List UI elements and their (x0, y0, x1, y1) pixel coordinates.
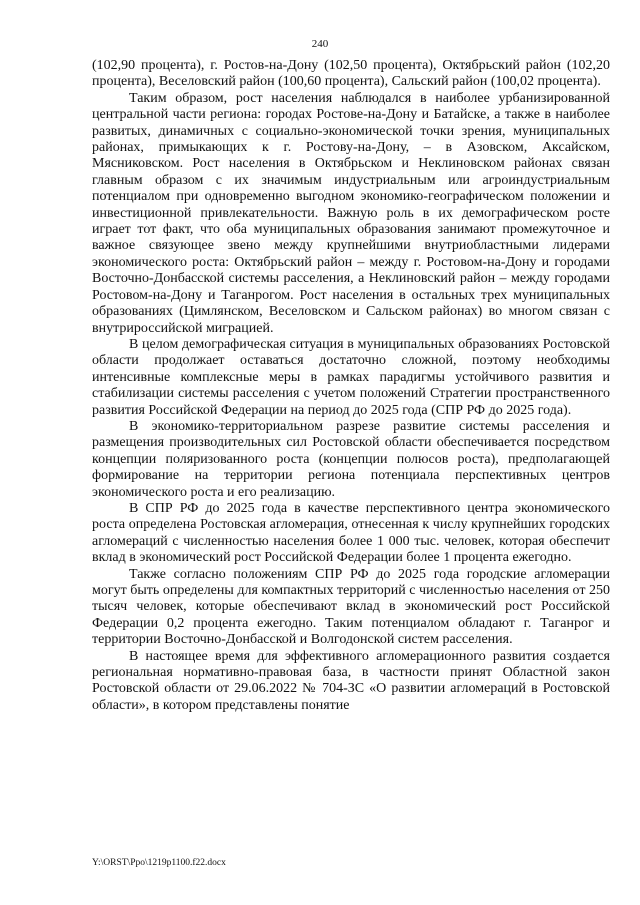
footer-file-path: Y:\ORST\Ppo\1219p1100.f22.docx (92, 858, 226, 868)
paragraph-demographic-situation: В целом демографическая ситуация в муниципальных образованиях Ростовской области продолжает оставаться достаточно сложной, поэтому необходимы интенсивные комплексные меры в рамках парадигмы устойчивого развития и стабилизации системы расселения с учетом положений Стратегии пространственного развития Российской Федерации на период до 2025 года (СПР РФ до 2025 года). (92, 336, 610, 418)
paragraph-polarized-growth: В экономико-территориальном разрезе развитие системы расселения и размещения производительных сил Ростовской области обеспечивается посредством концепции поляризованного роста (концепции полюсов роста), предполагающей формирование на территории региона потенциала перспективных центров экономического роста и его реализацию. (92, 418, 610, 500)
paragraph-regulatory-base: В настоящее время для эффективного агломерационного развития создается региональная нормативно-правовая база, в частности принят Областной закон Ростовской области от 29.06.2022 № 704-ЗС «О развитии агломераций в Ростовской области», в котором представлены понятие (92, 648, 610, 713)
page-number: 240 (311, 38, 329, 50)
paragraph-urban-agglomerations: Также согласно положениям СПР РФ до 2025 года городские агломерации могут быть определены для компактных территорий с численностью населения от 250 тысяч человек, которые обеспечивают вклад в экономический рост Российской Федерации 0,2 процента ежегодно. Таким потенциалом обладают г. Таганрог и территории Восточно-Донбасской и Волгодонской систем расселения. (92, 566, 610, 648)
paragraph-rostov-agglomeration: В СПР РФ до 2025 года в качестве перспективного центра экономического роста определена Ростовская агломерация, отнесенная к числу крупнейших городских агломераций с численностью населения более 1 000 тыс. человек, которая обеспечит вклад в экономический рост Российской Федерации более 1 процента ежегодно. (92, 500, 610, 566)
paragraph-population-growth: Таким образом, рост населения наблюдался в наиболее урбанизированной центральной части региона: городах Ростове-на-Дону и Батайске, а также в наиболее развитых, динамичных с социально-экономической точки зрения, муниципальных районах, примыкающих к г. Ростову-на-Дону, – в Азовском, Аксайском, Мясниковском. Рост населения в Октябрьском и Неклиновском районах связан главным образом с их значимым индустриальным или агроиндустриальным потенциалом при одновременно выгодном экономико-географическом положении и инвестиционной привлекательности. Важную роль в их демографическом росте играет тот факт, что оба муниципальных образования занимают промежуточное и важное связующее звено между крупнейшими внутриобластными лидерами экономического роста: Октябрьский район – между г. Ростовом-на-Дону и городами Восточно-Донбасской системы расселения, а Неклиновский район – между городами Ростовом-на-Дону и Таганрогом. Рост населения в остальных трех муниципальных образованиях (Цимлянском, Веселовском и Сальском районах) во многом связан с внутрироссийской миграцией. (92, 90, 610, 336)
paragraph-continuation: (102,90 процента), г. Ростов-на-Дону (102,50 процента), Октябрьский район (102,20 процента), Веселовский район (100,60 процента), Сальский район (100,02 процента). (92, 58, 610, 90)
document-body (92, 58, 610, 714)
